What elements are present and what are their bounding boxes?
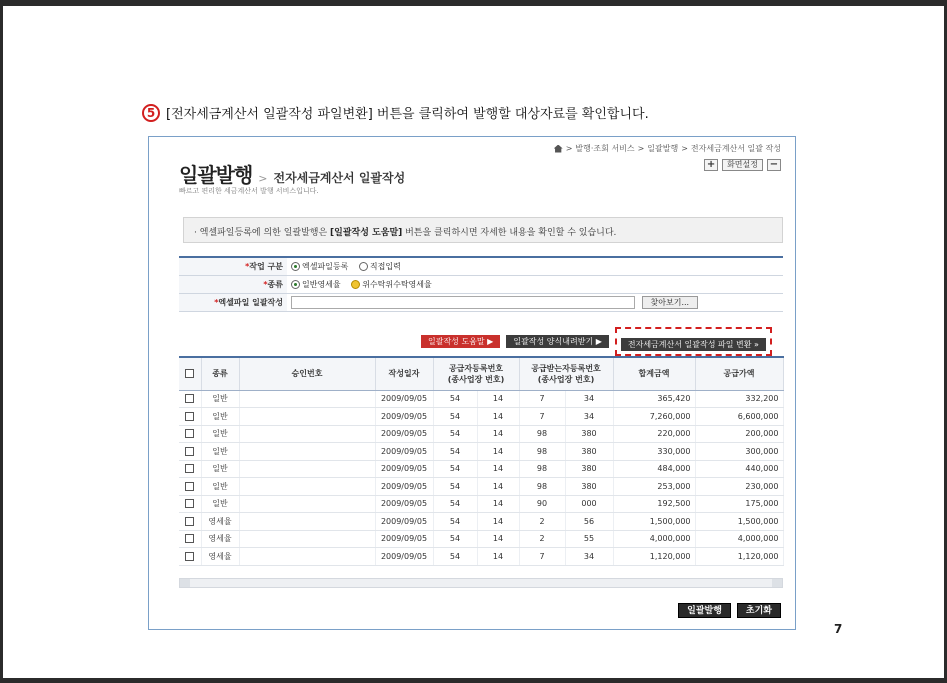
radio-general[interactable] <box>291 280 300 289</box>
table-cell: 90 <box>519 495 565 513</box>
table-cell <box>239 530 375 548</box>
page-number: 7 <box>834 622 843 636</box>
radio-direct[interactable] <box>359 262 368 271</box>
table-cell: 98 <box>519 443 565 461</box>
table-cell <box>239 408 375 426</box>
table-cell: 54 <box>433 513 477 531</box>
table-cell: 영세율 <box>201 530 239 548</box>
row-checkbox[interactable] <box>185 499 194 508</box>
table-cell: 253,000 <box>613 478 695 496</box>
home-icon[interactable] <box>554 145 563 153</box>
table-row[interactable] <box>179 443 783 461</box>
table-cell: 4,000,000 <box>695 530 783 548</box>
col-kind: 종류 <box>201 357 239 390</box>
chevron-right-icon: > <box>258 172 268 185</box>
highlight-box <box>615 327 772 356</box>
table-cell: 380 <box>565 460 613 478</box>
radio-consign[interactable] <box>351 280 360 289</box>
table-row[interactable] <box>179 530 783 548</box>
table-cell: 332,200 <box>695 390 783 408</box>
excel-label: 엑셀파일 일괄작성 <box>218 297 283 307</box>
table-cell: 14 <box>477 530 519 548</box>
file-path-input[interactable] <box>291 296 635 309</box>
app-screenshot <box>148 136 796 630</box>
table-cell <box>239 460 375 478</box>
table-cell <box>239 495 375 513</box>
table-cell: 2009/09/05 <box>375 408 433 426</box>
table-cell <box>239 478 375 496</box>
table-cell: 54 <box>433 390 477 408</box>
table-cell: 14 <box>477 548 519 566</box>
table-row[interactable] <box>179 460 783 478</box>
table-cell: 54 <box>433 425 477 443</box>
col-approval: 승인번호 <box>239 357 375 390</box>
notice-highlight: [일괄작성 도움말] <box>330 228 403 238</box>
breadcrumb-item[interactable]: 전자세금계산서 일괄 작성 <box>690 144 781 153</box>
table-row[interactable] <box>179 390 783 408</box>
table-header <box>179 357 783 390</box>
invoice-table <box>179 356 784 566</box>
table-cell: 440,000 <box>695 460 783 478</box>
kind-label: 종류 <box>267 279 283 289</box>
screen-setting-button[interactable]: 화면설정 <box>722 159 763 171</box>
table-cell: 54 <box>433 460 477 478</box>
table-cell: 14 <box>477 495 519 513</box>
row-checkbox[interactable] <box>185 534 194 543</box>
title-description: 빠르고 편리한 세금계산서 발행 서비스입니다. <box>179 187 319 195</box>
download-template-button[interactable]: 일괄작성 양식내려받기 ▶ <box>506 335 609 348</box>
table-cell: 220,000 <box>613 425 695 443</box>
title-main: 일괄발행 <box>179 163 253 187</box>
table-cell: 일반 <box>201 443 239 461</box>
table-cell: 1,500,000 <box>613 513 695 531</box>
table-cell: 56 <box>565 513 613 531</box>
table-cell: 14 <box>477 478 519 496</box>
issue-button[interactable]: 일괄발행 <box>678 603 731 618</box>
table-cell: 380 <box>565 478 613 496</box>
table-cell: 일반 <box>201 408 239 426</box>
table-cell <box>239 548 375 566</box>
table-cell: 54 <box>433 443 477 461</box>
table-cell: 2009/09/05 <box>375 460 433 478</box>
table-cell: 200,000 <box>695 425 783 443</box>
table-cell: 98 <box>519 460 565 478</box>
col-supplier: 공급자등록번호 (종사업장 번호) <box>433 357 519 390</box>
table-cell: 일반 <box>201 390 239 408</box>
work-type-label: 작업 구분 <box>249 261 283 271</box>
table-cell: 2 <box>519 513 565 531</box>
col-buyer: 공급받는자등록번호 (종사업장 번호) <box>519 357 613 390</box>
table-cell: 1,120,000 <box>613 548 695 566</box>
table-cell: 영세율 <box>201 513 239 531</box>
row-checkbox[interactable] <box>185 412 194 421</box>
scroll-right-icon[interactable] <box>772 579 782 587</box>
table-cell: 2009/09/05 <box>375 548 433 566</box>
table-cell: 300,000 <box>695 443 783 461</box>
table-cell: 6,600,000 <box>695 408 783 426</box>
table-cell: 000 <box>565 495 613 513</box>
table-row[interactable] <box>179 408 783 426</box>
table-cell: 192,500 <box>613 495 695 513</box>
row-checkbox[interactable] <box>185 447 194 456</box>
table-cell: 일반 <box>201 495 239 513</box>
select-all-checkbox[interactable] <box>185 369 194 378</box>
table-cell: 일반 <box>201 425 239 443</box>
table-row[interactable] <box>179 478 783 496</box>
table-cell: 54 <box>433 408 477 426</box>
screen-controls <box>704 159 781 171</box>
instruction-text: [전자세금계산서 일괄작성 파일변환] 버튼을 클릭하여 발행할 대상자료를 확인합니다. <box>166 107 649 122</box>
zoom-out-button[interactable]: − <box>767 159 781 171</box>
bottom-buttons <box>678 603 781 618</box>
table-cell: 380 <box>565 425 613 443</box>
breadcrumb-item[interactable]: 일괄발행 <box>647 144 679 153</box>
reset-button[interactable]: 초기화 <box>737 603 781 618</box>
zoom-in-button[interactable]: + <box>704 159 718 171</box>
breadcrumb: > 발행·조회 서비스 > 일괄발행 > 전자세금계산서 일괄 작성 <box>554 143 781 154</box>
table-cell <box>239 425 375 443</box>
row-checkbox[interactable] <box>185 429 194 438</box>
table-row[interactable] <box>179 425 783 443</box>
table-cell: 230,000 <box>695 478 783 496</box>
radio-excel[interactable] <box>291 262 300 271</box>
table-cell: 14 <box>477 513 519 531</box>
table-cell: 54 <box>433 495 477 513</box>
table-cell: 2009/09/05 <box>375 425 433 443</box>
table-cell: 34 <box>565 408 613 426</box>
table-cell: 7 <box>519 390 565 408</box>
table-cell: 14 <box>477 460 519 478</box>
table-cell: 54 <box>433 548 477 566</box>
table-cell: 2009/09/05 <box>375 495 433 513</box>
horizontal-scrollbar[interactable] <box>179 578 783 588</box>
browse-button[interactable]: 찾아보기... <box>642 296 699 309</box>
help-button[interactable]: 일괄작성 도움말 ▶ <box>421 335 500 348</box>
table-cell: 2009/09/05 <box>375 390 433 408</box>
table-row[interactable] <box>179 495 783 513</box>
instruction <box>142 103 649 122</box>
input-form: *작업 구분 엑셀파일등록 직접입력 *종류 일반영세율 위수탁위수탁영세율 *엑셀파일 일괄작성 찾아보기... <box>179 256 783 312</box>
table-cell: 4,000,000 <box>613 530 695 548</box>
table-cell: 2009/09/05 <box>375 478 433 496</box>
row-checkbox[interactable] <box>185 517 194 526</box>
row-checkbox[interactable] <box>185 394 194 403</box>
table-cell: 일반 <box>201 478 239 496</box>
scroll-left-icon[interactable] <box>180 579 190 587</box>
table-cell: 2009/09/05 <box>375 530 433 548</box>
table-cell: 1,500,000 <box>695 513 783 531</box>
table-cell: 영세율 <box>201 548 239 566</box>
table-cell: 484,000 <box>613 460 695 478</box>
table-cell <box>239 443 375 461</box>
col-supply: 공급가액 <box>695 357 783 390</box>
convert-file-button[interactable]: 전자세금계산서 일괄작성 파일 변환 » <box>621 338 766 351</box>
table-cell: 98 <box>519 425 565 443</box>
table-cell: 34 <box>565 390 613 408</box>
page-title <box>179 159 405 188</box>
table-cell: 14 <box>477 408 519 426</box>
table-cell: 7 <box>519 408 565 426</box>
col-total: 합계금액 <box>613 357 695 390</box>
row-checkbox[interactable] <box>185 552 194 561</box>
table-cell: 175,000 <box>695 495 783 513</box>
notice-box: · 엑셀파일등록에 의한 일괄발행은 [일괄작성 도움말] 버튼을 클릭하시면 자세한 내용을 확인할 수 있습니다. <box>183 217 783 243</box>
row-checkbox[interactable] <box>185 464 194 473</box>
table-cell <box>239 390 375 408</box>
table-cell: 54 <box>433 530 477 548</box>
table-cell: 7,260,000 <box>613 408 695 426</box>
table-cell: 1,120,000 <box>695 548 783 566</box>
table-cell: 2 <box>519 530 565 548</box>
col-date: 작성일자 <box>375 357 433 390</box>
step-number-icon: 5 <box>142 104 160 122</box>
table-cell: 2009/09/05 <box>375 443 433 461</box>
table-cell: 330,000 <box>613 443 695 461</box>
table-cell: 55 <box>565 530 613 548</box>
table-cell: 365,420 <box>613 390 695 408</box>
table-cell: 34 <box>565 548 613 566</box>
table-cell: 54 <box>433 478 477 496</box>
table-cell <box>239 513 375 531</box>
table-cell: 380 <box>565 443 613 461</box>
table-cell: 14 <box>477 390 519 408</box>
table-cell: 14 <box>477 425 519 443</box>
table-cell: 일반 <box>201 460 239 478</box>
row-checkbox[interactable] <box>185 482 194 491</box>
table-cell: 14 <box>477 443 519 461</box>
table-cell: 7 <box>519 548 565 566</box>
action-buttons <box>421 327 772 356</box>
table-cell: 98 <box>519 478 565 496</box>
breadcrumb-item[interactable]: 발행·조회 서비스 <box>575 144 635 153</box>
title-sub: 전자세금계산서 일괄작성 <box>273 171 406 185</box>
table-row[interactable] <box>179 513 783 531</box>
table-row[interactable] <box>179 548 783 566</box>
table-cell: 2009/09/05 <box>375 513 433 531</box>
